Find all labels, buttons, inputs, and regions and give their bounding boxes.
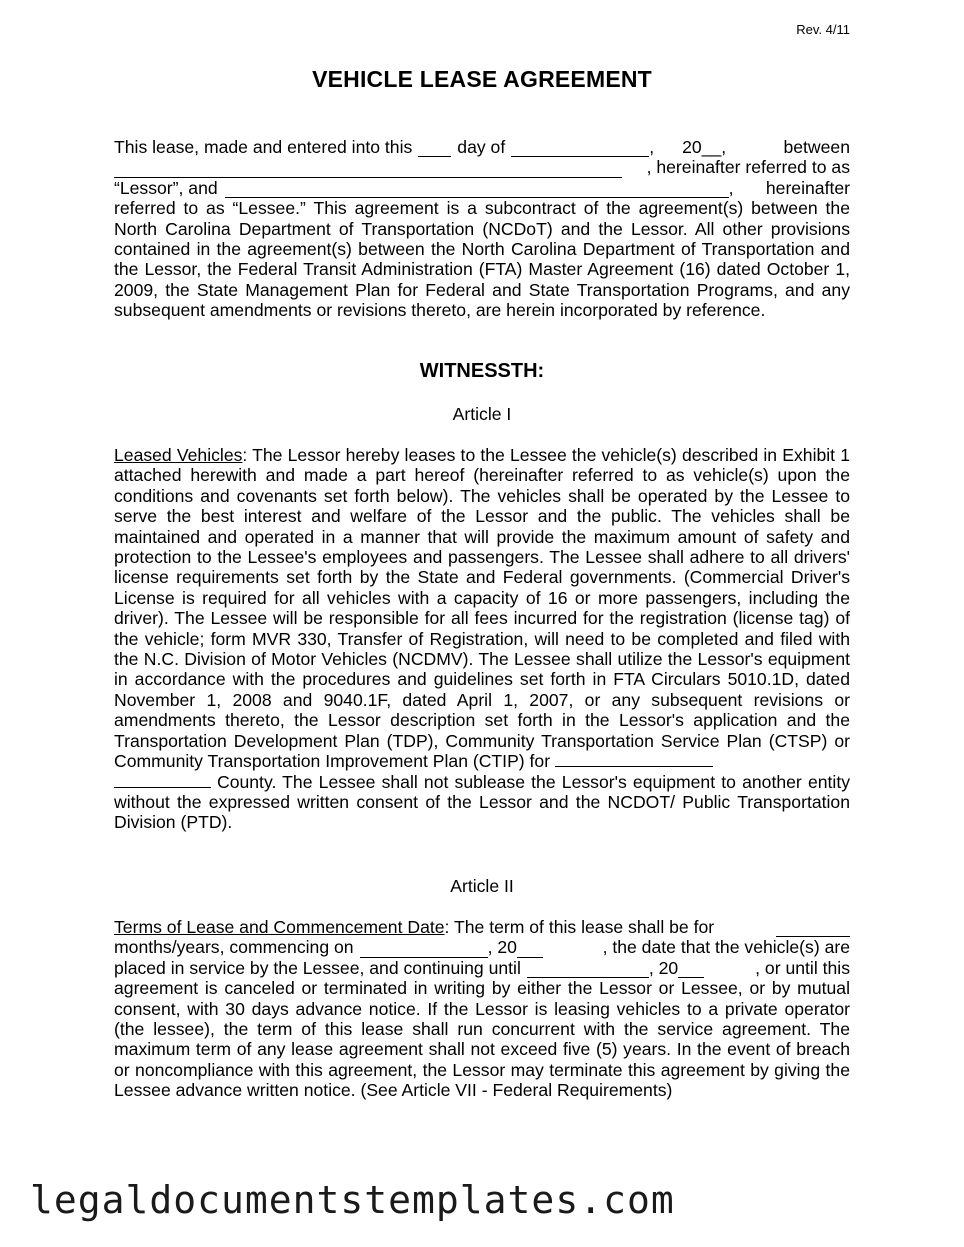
article-2-text: , or until this — [755, 957, 850, 978]
day-blank[interactable] — [418, 141, 451, 157]
month-blank[interactable] — [511, 141, 649, 157]
lessee-name-blank[interactable] — [225, 182, 729, 198]
intro-text: “Lessor”, and — [114, 177, 218, 198]
article-2-body: agreement is canceled or terminated in writing by either the Lessor or Lessee, or by mutual consent, with 30 days advance notice. If the Lessor is leasing vehicles to a private operator (the lessee), the term of this lease shall run concurrent with the service agreement. The maximum term of any lease agreement shall not exceed five (5) years. In the event of breach or noncompliance with this agreement, the Lessor may terminate this agreement by giving the Lessee advance written notice. (See Article VII - Federal Requirements) — [114, 978, 850, 1101]
terms-label: Terms of Lease and Commencement Date — [114, 917, 445, 937]
intro-line-3 — [114, 178, 850, 198]
intro-text: , hereinafter referred to as — [646, 157, 850, 178]
article-2-line-3 — [114, 958, 850, 978]
intro-paragraph — [114, 137, 850, 321]
document-title: VEHICLE LEASE AGREEMENT — [312, 66, 652, 92]
end-year-blank[interactable] — [678, 962, 704, 978]
article-2-line-2 — [114, 937, 850, 957]
article-2-text: placed in service by the Lessee, and continuing until — [114, 957, 521, 978]
intro-text: day of — [457, 137, 506, 157]
intro-line-1 — [114, 137, 850, 157]
article-1-paragraph — [114, 445, 850, 833]
article-1-body — [114, 445, 850, 772]
article-2-text: , 20 — [487, 937, 517, 958]
intro-line-2 — [114, 157, 850, 177]
end-date-blank[interactable] — [527, 962, 649, 978]
lessor-name-blank[interactable] — [114, 162, 622, 178]
site-watermark: legaldocumentstemplates.com — [30, 1178, 675, 1222]
commence-year-blank[interactable] — [517, 942, 543, 958]
article-1-text: : The Lessor hereby leases to the Lessee the vehicle(s) described in Exhibit 1 attached herewith and made a part hereof (hereinafter referred to as vehicle(s) upon the conditions and covenants set forth below). The vehicles shall be operated by the Lessee to serve the best interest and welfare of the Lessor and the public. The vehicles shall be maintained and operated in a manner that will provide the maximum amount of safety and protection to the Lessee's employees and passengers. The Lessee shall adhere to all drivers' license requirements set forth by the State and Federal governments. (Commercial Driver's License is required for all vehicles with a capacity of 16 or more passengers, including the driver). The Lessee will be responsible for all fees incurred for the registration (license tag) of the vehicle; form MVR 330, Transfer of Registration, will need to be completed and filed with the N.C. Division of Motor Vehicles (NCDMV). The Lessee shall utilize the Lessor's equipment in accordance with the procedures and guidelines set forth in FTA Circulars 5010.1D, dated November 1, 2008 and 9040.1F, dated April 1, 2007, or any subsequent revisions or amendments thereto, the Lessor description set forth in the Lessor's application and the Transportation Development Plan (TDP), Community Transportation Service Plan (CTSP) or Community Transportation Improvement Plan (CTIP) for — [114, 445, 850, 772]
intro-text: , — [649, 137, 655, 157]
intro-text: hereinafter — [765, 177, 850, 198]
article-2-text: , 20 — [648, 957, 679, 978]
article-1-county — [114, 772, 850, 833]
article-2-text: , the date that the vehicle(s) are — [602, 937, 850, 958]
commence-date-blank[interactable] — [360, 942, 488, 958]
article-2-text: : The term of this lease shall be for — [444, 917, 715, 937]
intro-text: between — [783, 137, 850, 157]
intro-text: This lease, made and entered into this — [114, 137, 413, 157]
term-length-blank[interactable] — [776, 921, 850, 937]
intro-text: , — [728, 177, 734, 198]
witnessth-heading: WITNESSTH: — [419, 360, 545, 382]
leased-vehicles-label: Leased Vehicles — [114, 445, 243, 465]
article-2-text: months/years, commencing on — [114, 937, 354, 958]
intro-body: referred to as “Lessee.” This agreement is a subcontract of the agreement(s) between the North Carolina Department of Transportation (NCDoT) and the Lessor. All other provisions contained in the agreement(s) between the North Carolina Department of Transportation and the Lessor, the Federal Transit Administration (FTA) Master Agreement (16) dated October 1, 2009, the State Management Plan for Federal and State Transportation Programs, and any subsequent amendments or revisions thereto, are herein incorporated by reference. — [114, 198, 850, 321]
county-blank-1[interactable] — [555, 751, 713, 767]
article-2-paragraph — [114, 917, 850, 1101]
article-2-heading: Article II — [450, 876, 514, 896]
county-text: County. The Lessee shall not sublease the Lessor's equipment to another entity without the expressed written consent of the Lessor and the NCDOT/ Public Transportation Division (PTD). — [114, 771, 850, 833]
article-2-line-1 — [114, 917, 850, 937]
county-blank-2[interactable] — [114, 772, 211, 788]
year-text: 20__, — [682, 137, 727, 157]
article-1-heading: Article I — [452, 404, 512, 424]
revision-label: Rev. 4/11 — [796, 22, 850, 37]
